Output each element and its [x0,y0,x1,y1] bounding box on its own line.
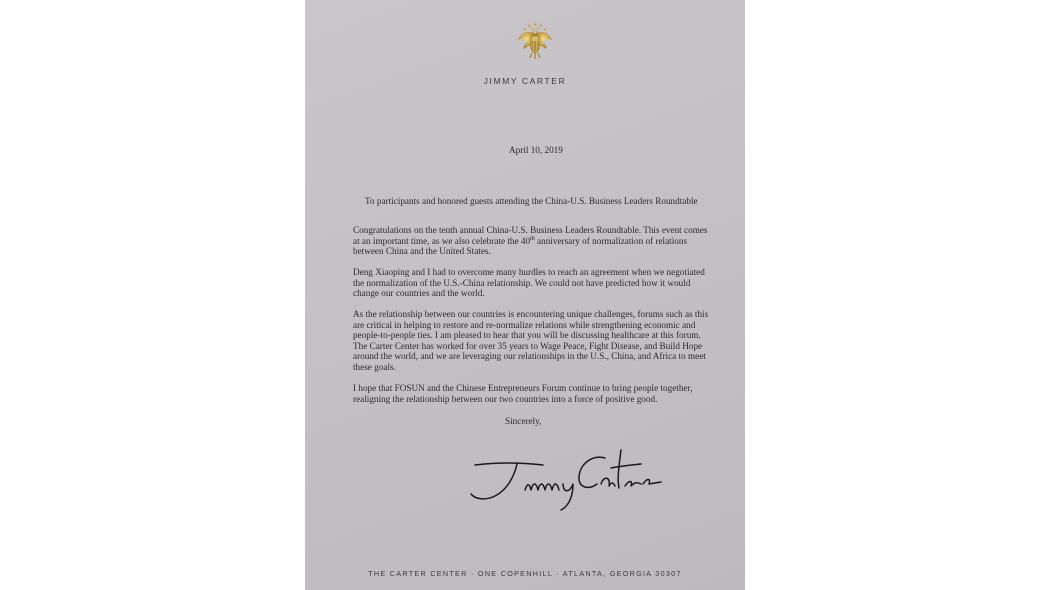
paragraph-1-text-end: anniversary of normalization of relations between China and the United States. [353,235,688,257]
handwritten-signature [465,432,685,512]
letterhead-footer-address: THE CARTER CENTER · ONE COPENHILL · ATLANTA, GEORGIA 30307 [368,569,682,578]
paragraph-1-text-start: Congratulations on the tenth annual China-U.S. Business Leaders Roundtable. This event comes at an important time, as we also celebrate the 40 [353,225,708,246]
letter-paragraph-2: Deng Xiaoping and I had to overcome many hurdles to reach an agreement when we negotiated the normalization of the U.S.-China relationship. We could not have predicted how it would change our countries and the world. [353,267,705,299]
letter-date: April 10, 2019 [509,145,563,155]
letter-paragraph-4: I hope that FOSUN and the Chinese Entrepreneurs Forum continue to bring people together, realigning the relationship between our two countries into a force of positive good. [353,383,693,404]
letterhead-name: JIMMY CARTER [483,76,567,86]
letter-salutation: To participants and honored guests attending the China-U.S. Business Leaders Roundtable [365,196,698,206]
presidential-seal-icon [514,20,556,62]
letter-paragraph-1 [353,225,709,257]
letter-paragraph-3: As the relationship between our countries is encountering unique challenges, forums such as this are critical in helping to restore and re-normalize relations while strengthening economic and people-to-people ties. I am pleased to hear that you will be discussing healthcare at this forum. The Carter Center has worked for over 35 years to Wage Peace, Fight Disease, and Build Hope around the world, and we are leveraging our relationships in the U.S., China, and Africa to meet these goals. [353,309,709,372]
letter-page [305,0,745,590]
letter-closing: Sincerely, [505,416,542,426]
paragraph-1-superscript: th [530,235,535,242]
